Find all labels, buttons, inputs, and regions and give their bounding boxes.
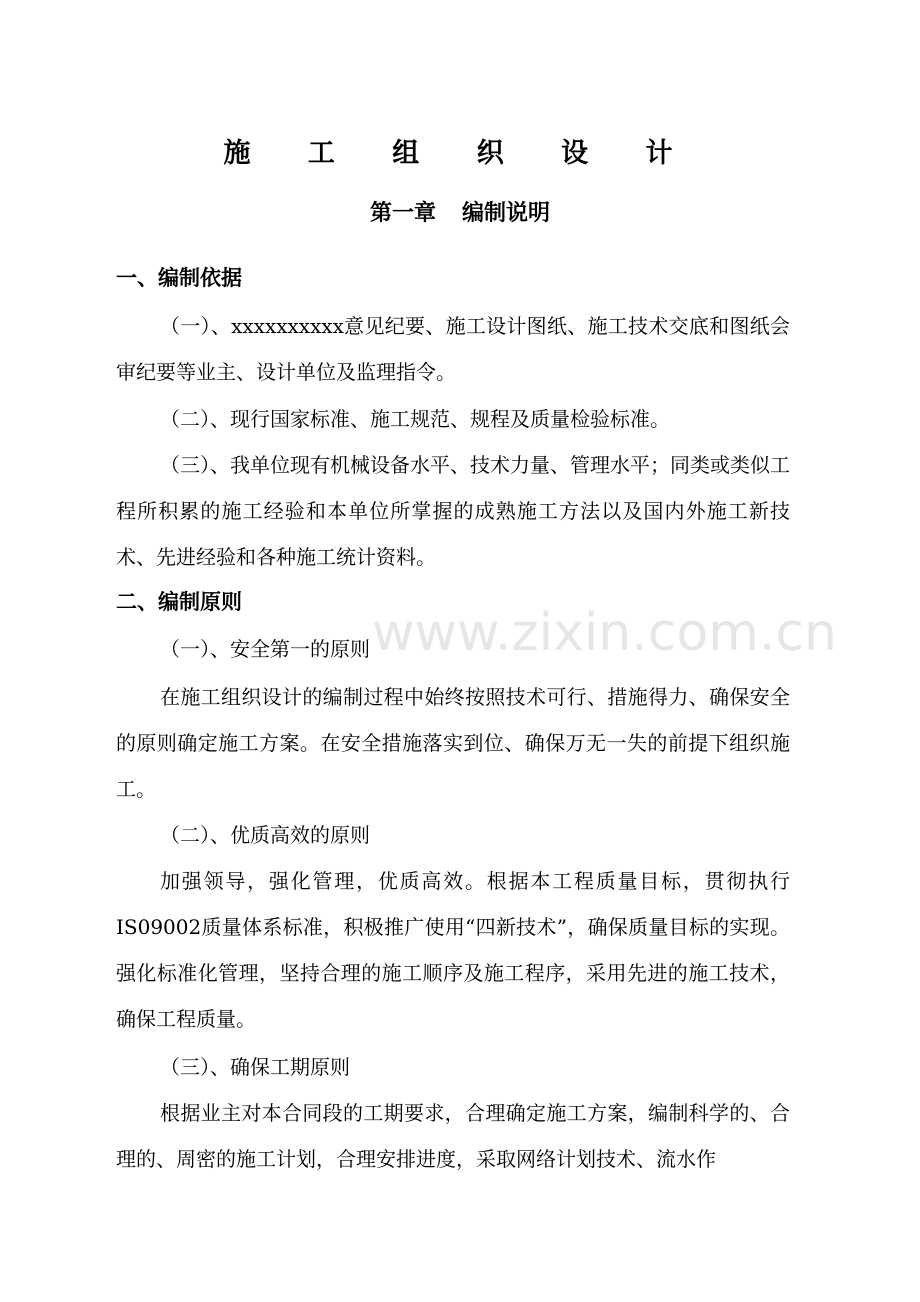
chapter-title <box>0 194 920 234</box>
principle-body-safety: 在施工组织设计的编制过程中始终按照技术可行、措施得力、确保安全的原则确定施工方案。在安全措施落实到位、确保万无一失的前提下组织施工。 <box>116 685 790 801</box>
principle-title-safety: （一）、安全第一的原则 <box>160 637 370 661</box>
principle-body-quality: 加强领导，强化管理，优质高效。根据本工程质量目标，贯彻执行IS09002质量体系标准，积极推广使用“四新技术”，确保质量目标的实现。强化标准化管理，坚持合理的施工顺序及施工程序，采用先进的施工技术，确保工程质量。 <box>116 869 790 1031</box>
watermark: www.zixin.com.cn <box>372 603 837 663</box>
chapter-name: 编制说明 <box>462 201 551 226</box>
principle-title-quality: （二）、优质高效的原则 <box>160 823 370 847</box>
basis-item-1: （一）、xxxxxxxxxx意见纪要、施工设计图纸、施工技术交底和图纸会审纪要等业主、设计单位及监理指令。 <box>116 314 790 384</box>
document-title: 施 工 组 织 设 计 <box>223 138 697 169</box>
section-heading-principles: 二、编制原则 <box>116 590 242 614</box>
principle-body-schedule: 根据业主对本合同段的工期要求，合理确定施工方案，编制科学的、合理的、周密的施工计划，合理安排进度，采取网络计划技术、流水作 <box>116 1101 790 1171</box>
section-heading-basis: 一、编制依据 <box>116 266 242 290</box>
basis-item-3: （三）、我单位现有机械设备水平、技术力量、管理水平；同类或类似工程所积累的施工经验和本单位所掌握的成熟施工方法以及国内外施工新技术、先进经验和各种施工统计资料。 <box>116 453 790 569</box>
chapter-number: 第一章 <box>369 201 436 226</box>
principle-title-schedule: （三）、确保工期原则 <box>160 1055 350 1079</box>
basis-item-2: （二）、现行国家标准、施工规范、规程及质量检验标准。 <box>160 407 670 431</box>
